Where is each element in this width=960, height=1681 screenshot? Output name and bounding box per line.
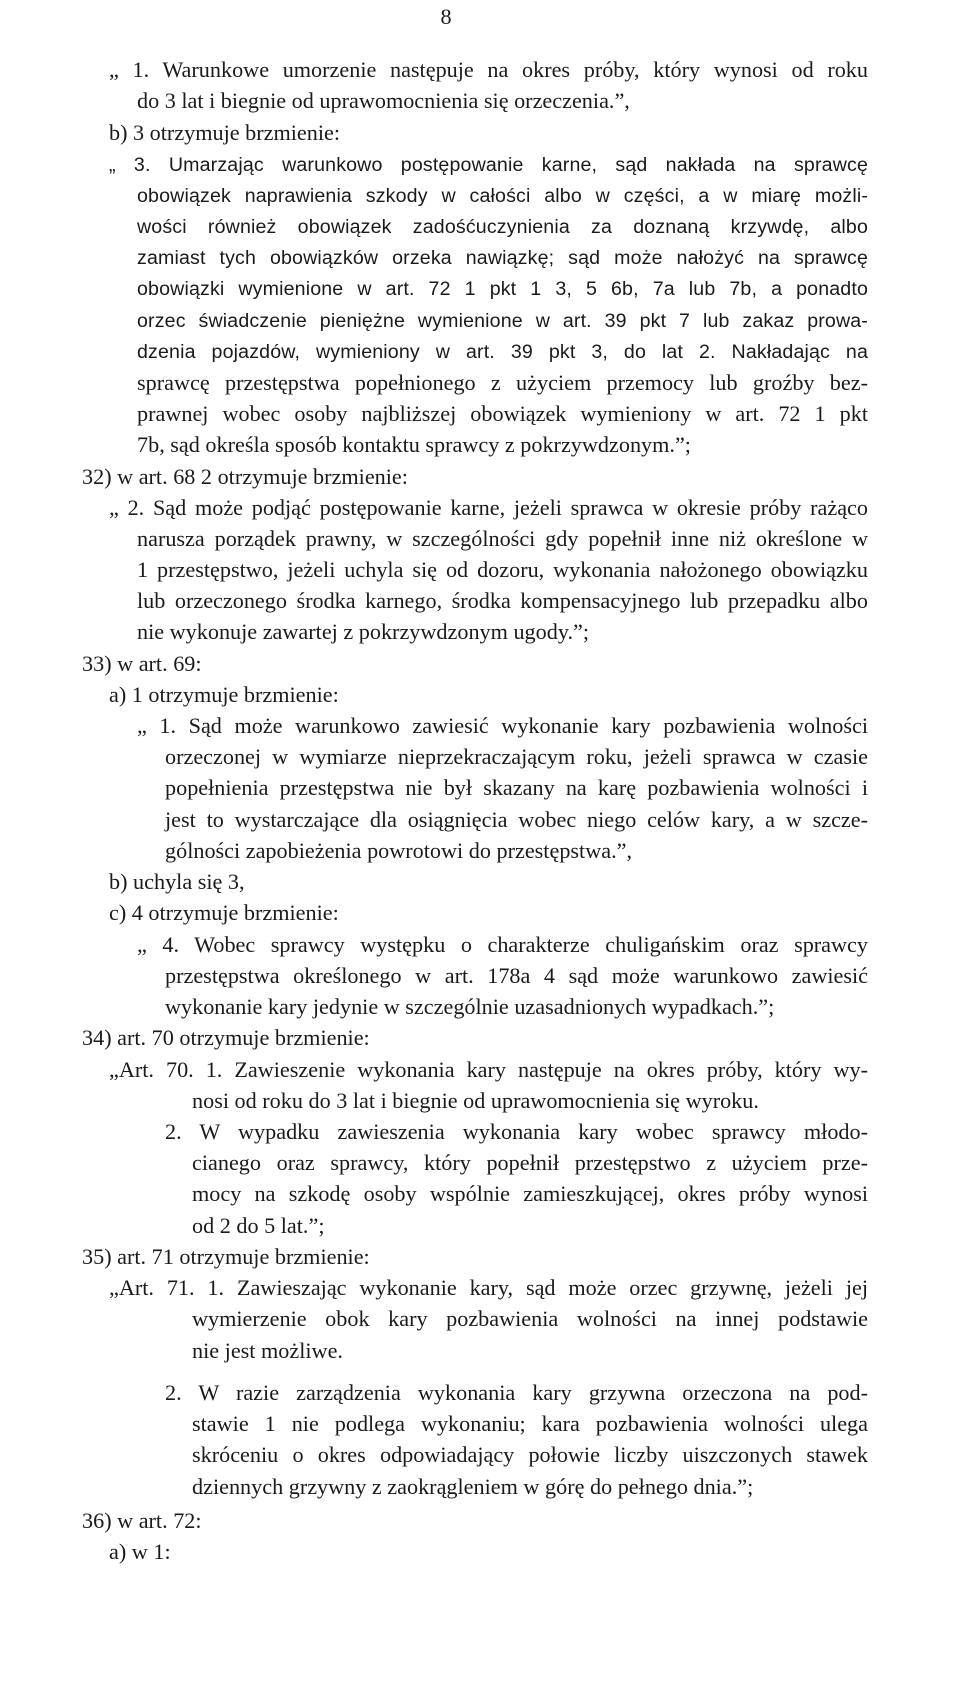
text-line: nie wykonuje zawartej z pokrzywdzonym ugody.”;: [137, 619, 590, 644]
text-line: obowiązek naprawienia szkody w całości albo w części, a w miarę możli-: [137, 185, 868, 207]
text-line: orzeczonej w wymiarze nieprzekraczającym roku, jeżeli sprawca w czasie: [165, 744, 868, 769]
text-line: popełnienia przestępstwa nie był skazany na karę pozbawienia wolności i: [165, 775, 868, 800]
text-line: wymierzenie obok kary pozbawienia wolności na innej podstawie: [192, 1306, 868, 1331]
text-line: b) 3 otrzymuje brzmienie:: [109, 120, 341, 145]
text-line: 2. W wypadku zawieszenia wykonania kary wobec sprawcy młodo-: [165, 1119, 868, 1144]
text-line: 35) art. 71 otrzymuje brzmienie:: [82, 1244, 370, 1269]
text-line: stawie 1 nie podlega wykonaniu; kara pozbawienia wolności ulega: [192, 1411, 868, 1436]
text-line: dzenia pojazdów, wymieniony w art. 39 pkt 3, do lat 2. Nakładając na: [137, 341, 868, 363]
text-line: „ 1. Sąd może warunkowo zawiesić wykonanie kary pozbawienia wolności: [137, 713, 868, 738]
text-line: a) 1 otrzymuje brzmienie:: [109, 682, 339, 707]
text-line: sprawcę przestępstwa popełnionego z użyciem przemocy lub groźby bez-: [137, 370, 868, 395]
text-line: do 3 lat i biegnie od uprawomocnienia się orzeczenia.”,: [137, 88, 630, 113]
text-line: „ 3. Umarzając warunkowo postępowanie karne, sąd nakłada na sprawcę: [109, 154, 868, 176]
text-line: „ 4. Wobec sprawcy występku o charakterze chuligańskim oraz sprawcy: [137, 932, 868, 957]
text-line: „Art. 71. 1. Zawieszając wykonanie kary, sąd może orzec grzywnę, jeżeli jej: [109, 1275, 868, 1300]
text-line: 1 przestępstwo, jeżeli uchyla się od dozoru, wykonania nałożonego obowiązku: [137, 557, 868, 582]
text-line: a) w 1:: [109, 1539, 171, 1564]
text-line: mocy na szkodę osoby wspólnie zamieszkującej, okres próby wynosi: [192, 1181, 868, 1206]
text-line: nie jest możliwe.: [192, 1338, 343, 1363]
text-line: b) uchyla się 3,: [109, 869, 245, 894]
text-line: obowiązki wymienione w art. 72 1 pkt 1 3, 5 6b, 7a lub 7b, a ponadto: [137, 278, 868, 300]
text-line: lub orzeczonego środka karnego, środka kompensacyjnego lub przepadku albo: [137, 588, 868, 613]
text-line: zamiast tych obowiązków orzeka nawiązkę; sąd może nałożyć na sprawcę: [137, 247, 868, 269]
text-line: od 2 do 5 lat.”;: [192, 1213, 325, 1238]
text-line: 34) art. 70 otrzymuje brzmienie:: [82, 1025, 370, 1050]
text-line: c) 4 otrzymuje brzmienie:: [109, 900, 339, 925]
text-line: „ 1. Warunkowe umorzenie następuje na okres próby, który wynosi od roku: [109, 57, 868, 82]
text-line: 2. W razie zarządzenia wykonania kary grzywna orzeczona na pod-: [165, 1380, 868, 1405]
text-line: 36) w art. 72:: [82, 1508, 202, 1533]
text-line: „ 2. Sąd może podjąć postępowanie karne, jeżeli sprawca w okresie próby rażąco: [109, 495, 868, 520]
text-line: 32) w art. 68 2 otrzymuje brzmienie:: [82, 464, 408, 489]
text-line: orzec świadczenie pieniężne wymienione w art. 39 pkt 7 lub zakaz prowa-: [137, 310, 868, 332]
text-line: wykonanie kary jedynie w szczególnie uzasadnionych wypadkach.”;: [165, 994, 775, 1019]
text-line: przestępstwa określonego w art. 178a 4 sąd może warunkowo zawiesić: [165, 963, 868, 988]
text-line: nosi od roku do 3 lat i biegnie od uprawomocnienia się wyroku.: [192, 1088, 759, 1113]
text-line: cianego oraz sprawcy, który popełnił przestępstwo z użyciem prze-: [192, 1150, 868, 1175]
text-line: dziennych grzywny z zaokrągleniem w górę do pełnego dnia.”;: [192, 1474, 754, 1499]
page-number: 8: [440, 4, 452, 29]
text-line: gólności zapobieżenia powrotowi do przestępstwa.”,: [165, 838, 633, 863]
text-line: narusza porządek prawny, w szczególności gdy popełnił inne niż określone w: [137, 526, 868, 551]
text-line: jest to wystarczające dla osiągnięcia wobec niego celów kary, a w szcze-: [165, 807, 868, 832]
text-line: skróceniu o okres odpowiadający połowie liczby uiszczonych stawek: [192, 1442, 868, 1467]
text-line: 7b, sąd określa sposób kontaktu sprawcy z pokrzywdzonym.”;: [137, 432, 691, 457]
text-line: wości również obowiązek zadośćuczynienia za doznaną krzywdę, albo: [137, 216, 868, 238]
text-line: „Art. 70. 1. Zawieszenie wykonania kary następuje na okres próby, który wy-: [109, 1057, 868, 1082]
text-line: 33) w art. 69:: [82, 651, 202, 676]
text-line: prawnej wobec osoby najbliższej obowiązek wymieniony w art. 72 1 pkt: [137, 401, 868, 426]
